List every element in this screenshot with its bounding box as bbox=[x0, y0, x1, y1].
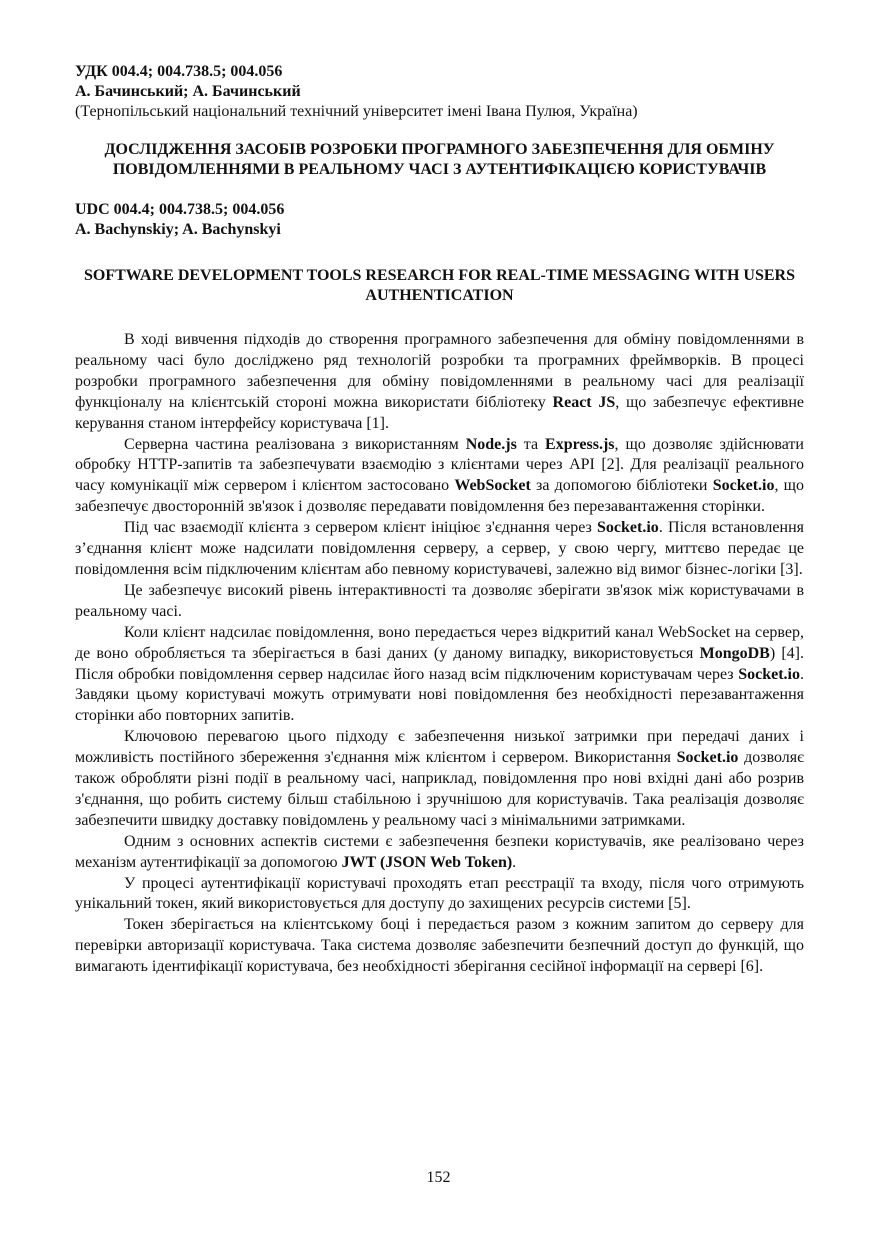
term-socketio: Socket.io bbox=[676, 749, 739, 767]
term-socketio: Socket.io bbox=[712, 477, 775, 495]
term-websocket: WebSocket bbox=[454, 477, 531, 495]
udc-en: UDC 004.4; 004.738.5; 004.056 bbox=[75, 201, 285, 218]
term-mongodb: MongoDB bbox=[699, 644, 770, 662]
authors-ua: А. Бачинський; А. Бачинський bbox=[75, 83, 301, 100]
paper-page bbox=[75, 62, 804, 978]
paragraph-7: Одним з основних аспектів системи є забезпечення безпеки користувачів, яке реалізовано через механізм аутентифікації за допомогою JWT (JSON Web Token). bbox=[75, 832, 804, 871]
term-socketio: Socket.io bbox=[738, 665, 800, 683]
page-number: 152 bbox=[426, 1169, 451, 1186]
term-react: React JS bbox=[552, 393, 616, 411]
term-node: Node.js bbox=[465, 435, 517, 453]
body-text bbox=[75, 330, 804, 978]
term-jwt: JWT (JSON Web Token) bbox=[341, 853, 513, 871]
term-express: Express.js bbox=[545, 435, 615, 453]
paragraph-5: Коли клієнт надсилає повідомлення, воно передається через відкритий канал WebSocket на сервер, де воно обробляється та зберігається в базі даних (у даному випадку, використовується MongoDB) [4]. Після обробки повідомлення сервер надсилає його назад всім підключеним користувачам через Socket.io. Завдяки цьому користувачі можуть отримувати нові повідомлення без необхідності перезавантаження сторінки або повторних запитів. bbox=[75, 623, 805, 725]
paragraph-9: Токен зберігається на клієнтському боці і передається разом з кожним запитом до серверу для перевірки авторизації користувача. Така система дозволяє забезпечити безпечний доступ до функцій, що вимагають ідентифікації користувача, без необхідності зберігання сесійної інформації на сервері [6]. bbox=[75, 916, 804, 976]
paragraph-4: Це забезпечує високий рівень інтерактивності та дозволяє зберігати зв'язок між користувачами в реальному часі. bbox=[75, 581, 804, 620]
paragraph-8: У процесі аутентифікації користувачі проходять етап реєстрації та входу, після чого отримують унікальний токен, який використовується для доступу до захищених ресурсів системи [5]. bbox=[75, 874, 804, 913]
title-en: SOFTWARE DEVELOPMENT TOOLS RESEARCH FOR REAL-TIME MESSAGING WITH USERS AUTHENTICATION bbox=[84, 267, 795, 304]
paragraph-2: Серверна частина реалізована з використанням Node.js та Express.js, що дозволяє здійснювати обробку HTTP-запитів та забезпечувати взаємодію з клієнтами через API [2]. Для реалізації реального часу комунікації між сервером і клієнтом застосовано WebSocket за допомогою бібліотеки Socket.io, що забезпечує двосторонній зв'язок і дозволяє передавати повідомлення без перезавантаження сторінки. bbox=[75, 435, 805, 516]
authors-en: A. Bachynskiy; A. Bachynskyi bbox=[75, 221, 281, 238]
udc-ua: УДК 004.4; 004.738.5; 004.056 bbox=[75, 63, 283, 80]
paragraph-6: Ключовою перевагою цього підходу є забезпечення низької затримки при передачі даних і можливість постійного збереження з'єднання між клієнтом і сервером. Використання Socket.io дозволяє також обробляти різні події в реальному часі, наприклад, повідомлення про нові вхідні дані або розрив з'єднання, що робить систему більш стабільною і зручнішою для користувачів. Така реалізація дозволяє забезпечити швидку доставку повідомлень у реальному часі з мінімальними затримками. bbox=[75, 728, 805, 829]
title-ua: ДОСЛІДЖЕННЯ ЗАСОБІВ РОЗРОБКИ ПРОГРАМНОГО ЗАБЕЗПЕЧЕННЯ ДЛЯ ОБМІНУ ПОВІДОМЛЕННЯМИ В РЕАЛЬНОМУ ЧАСІ З АУТЕНТИФІКАЦІЄЮ КОРИСТУВАЧІВ bbox=[104, 141, 775, 178]
paragraph-3: Під час взаємодії клієнта з сервером клієнт ініціює з'єднання через Socket.io. Після встановлення з’єднання клієнт може надсилати повідомлення серверу, а сервер, у свою чергу, миттєво передає це повідомлення всім підключеним клієнтам або певному користувачеві, залежно від вимог бізнес-логіки [3]. bbox=[75, 519, 804, 578]
paragraph-1: В ході вивчення підходів до створення програмного забезпечення для обміну повідомленнями в реальному часі було досліджено ряд технологій розробки та програмних фреймворків. В процесі розробки програмного забезпечення для обміну повідомленнями в реальному часі для реалізації функціоналу на клієнтській стороні можна використати бібліотеку React JS, що забезпечує ефективне керування станом інтерфейсу користувача [1]. bbox=[75, 331, 805, 432]
affiliation: (Тернопільський національний технічний університет імені Івана Пулюя, Україна) bbox=[75, 103, 638, 120]
term-socketio: Socket.io bbox=[597, 519, 659, 537]
